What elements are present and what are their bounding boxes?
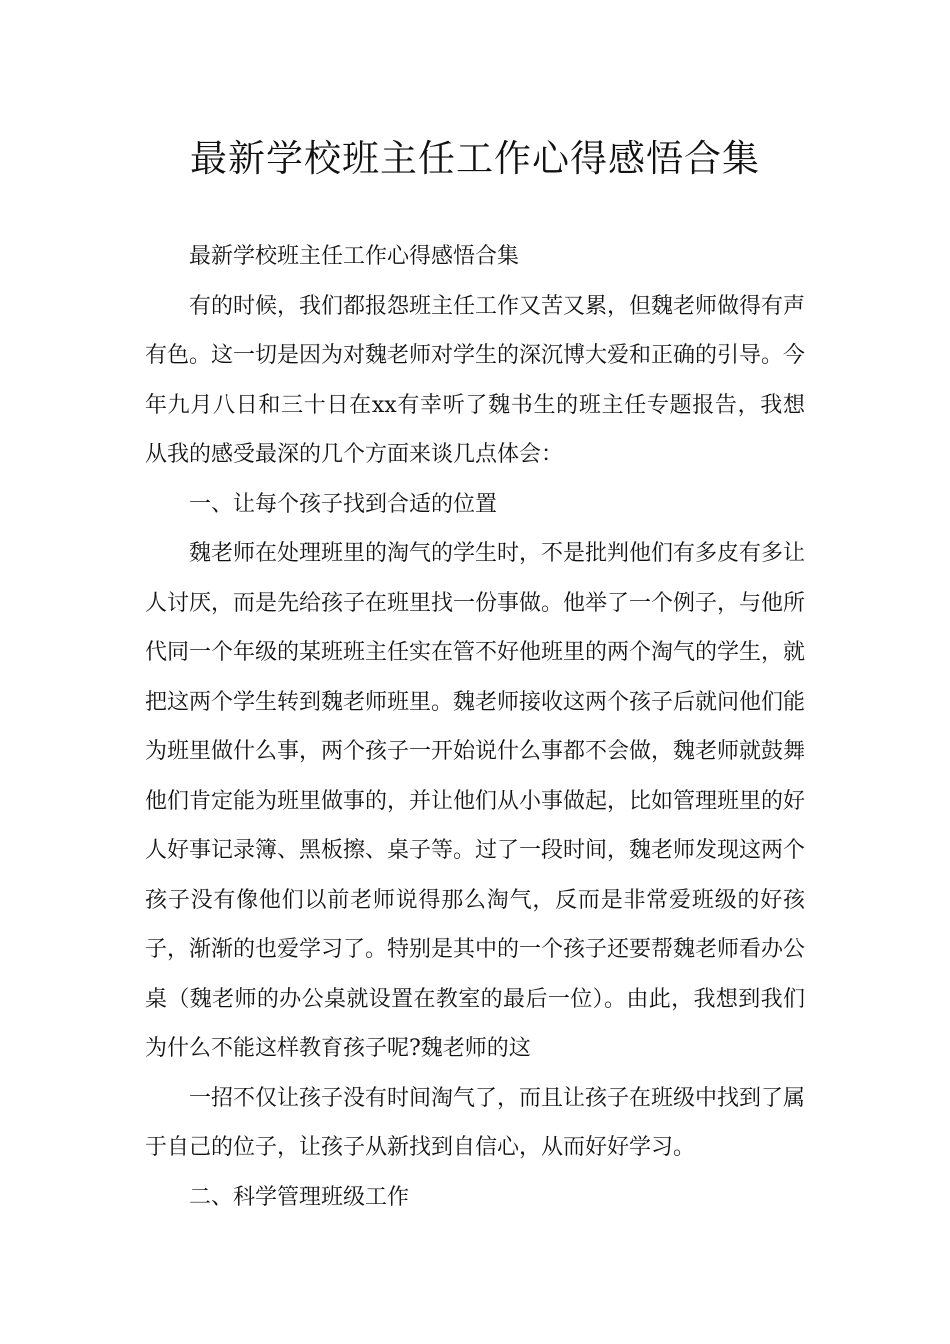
document-body <box>145 232 805 1222</box>
subtitle-paragraph: 最新学校班主任工作心得感悟合集 <box>189 244 520 269</box>
section-heading-2: 二、科学管理班级工作 <box>189 1184 410 1210</box>
body-paragraph: 一招不仅让孩子没有时间淘气了，而且让孩子在班级中找到了属于自己的位子，让孩子从新找到自信心，从而好好学习。 <box>145 1085 806 1160</box>
intro-paragraph: 有的时候，我们都报怨班主任工作又苦又累，但魏老师做得有声有色。这一切是因为对魏老师对学生的深沉博大爱和正确的引导。今年九月八日和三十日在xx有幸听了魏书生的班主任专题报告，我想从我的感受最深的几个方面来谈几点体会： <box>145 293 806 467</box>
document-title: 最新学校班主任工作心得感悟合集 <box>190 137 760 180</box>
section-heading-1: 一、让每个孩子找到合适的位置 <box>189 491 498 517</box>
body-paragraph: 魏老师在处理班里的淘气的学生时，不是批判他们有多皮有多让人讨厌，而是先给孩子在班里找一份事做。他举了一个例子，与他所代同一个年级的某班班主任实在管不好他班里的两个淘气的学生，就把这两个学生转到魏老师班里。魏老师接收这两个孩子后就问他们能为班里做什么事，两个孩子一开始说什么事都不会做，魏老师就鼓舞他们肯定能为班里做事的，并让他们从小事做起，比如管理班里的好人好事记录簿、黑板擦、桌子等。过了一段时间，魏老师发现这两个孩子没有像他们以前老师说得那么淘气，反而是非常爱班级的好孩子，渐渐的也爱学习了。特别是其中的一个孩子还要帮魏老师看办公桌（魏老师的办公桌就设置在教室的最后一位）。由此，我想到我们为什么不能这样教育孩子呢?魏老师的这 <box>145 541 806 1061</box>
